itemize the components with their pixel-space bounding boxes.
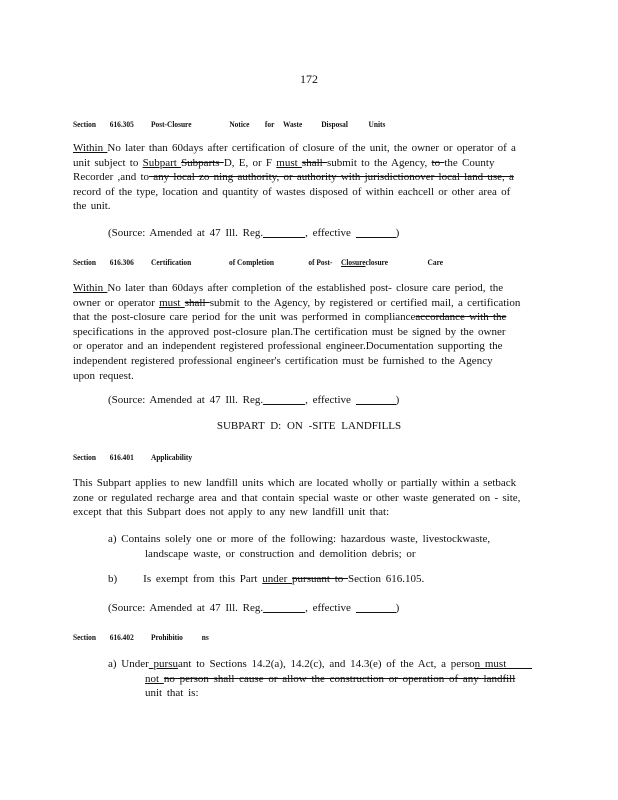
- source-note-3: (Source: Amended at 47 Ill. Reg. , effective ): [108, 602, 400, 614]
- section-heading-616-306: Section 616.306 Certification of Completion of Post- Closureclosure Care: [73, 257, 444, 267]
- source-note-1: (Source: Amended at 47 Ill. Reg. , effective ): [108, 227, 400, 239]
- section-616-306-text: Within No later than 60days after completion of the established post- closure care period, the owner or operator must shall submit to the Agency, by registered or certified mail, a certification that the post-closure care period for the unit was performed in complianceaccordance with the specifications in the approved post-closure plan.The certification must be signed by the owner or operator and an independent registered professional engineer.Documentation supporting the independent registered professional engineer's certification must be furnished to the Agency upon request.: [73, 282, 521, 382]
- section-heading-616-401: Section 616.401 Applicability: [73, 452, 193, 462]
- page-number: 172: [300, 72, 318, 86]
- section-heading-616-305: Section 616.305 Post-Closure Notice for Waste Disposal Units: [73, 119, 386, 129]
- section-616-305-text: Within No later than 60days after certification of closure of the unit, the owner or operator of a unit subject to Subpart Subparts D, E, or F must shall submit to the Agency, to the County Recorder ,and to any local zo ning authority, or authority with jurisdictionover local land use, a record of the type, location and quantity of wastes disposed of within eachcell or other area of the unit.: [73, 142, 516, 213]
- source-note-2: (Source: Amended at 47 Ill. Reg. , effective ): [108, 394, 400, 406]
- section-heading-616-402: Section 616.402 Prohibitio ns: [73, 632, 209, 642]
- list-item-b: b) Is exempt from this Part under pursuant to Section 616.105.: [108, 573, 425, 585]
- list-item-a: a) Contains solely one or more of the following: hazardous waste, livestockwaste, landscape waste, or construction and demolition debris; or: [108, 533, 491, 560]
- subpart-heading: SUBPART D: ON -SITE LANDFILLS: [216, 420, 402, 432]
- section-616-401-text: This Subpart applies to new landfill units which are located wholly or partially within a setback zone or regulated recharge area and that contain special waste or other waste generated on - site, except that this Subpart does not apply to any new landfill unit that:: [73, 477, 521, 519]
- prohibitions-item-a: a) Under pursuant to Sections 14.2(a), 14.2(c), and 14.3(e) of the Act, a person must not no person shall cause or allow the construction or operation of any landfill unit that is:: [108, 657, 532, 701]
